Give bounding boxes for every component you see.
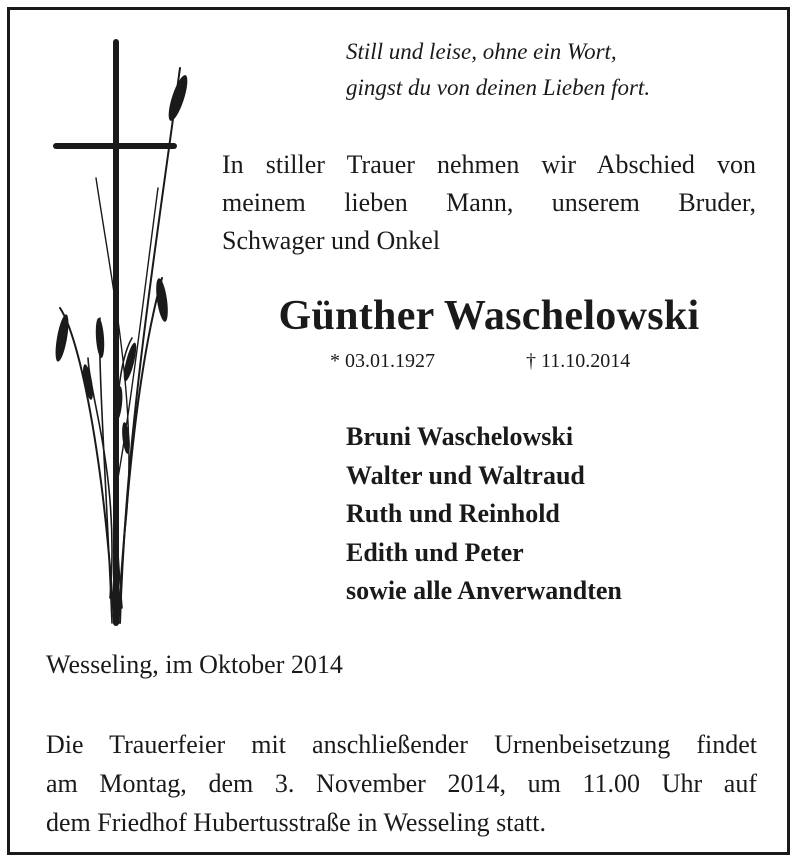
- intro-line: In stiller Trauer nehmen wir Abschied von: [222, 150, 756, 179]
- intro-line: meinem lieben Mann, unserem Bruder,: [222, 188, 756, 217]
- service-line: dem Friedhof Hubertusstraße in Wesseling statt.: [46, 808, 547, 837]
- poem-line: gingst du von deinen Lieben fort.: [346, 75, 651, 100]
- service-line: Die Trauerfeier mit anschließender Urnenbeisetzung findet: [46, 730, 757, 759]
- family-member: sowie alle Anverwandten: [346, 576, 622, 605]
- family-member: Ruth und Reinhold: [346, 499, 560, 528]
- poem-verse: [346, 34, 766, 106]
- family-member: Edith und Peter: [346, 537, 524, 567]
- deceased-name: Günther Waschelowski: [278, 293, 700, 339]
- family-list: [346, 418, 622, 611]
- family-member: Bruni Waschelowski: [346, 422, 574, 451]
- place-date: Wesseling, im Oktober 2014: [46, 650, 343, 679]
- death-date: † 11.10.2014: [526, 350, 631, 372]
- service-info: [46, 725, 757, 842]
- intro-line: Schwager und Onkel: [222, 226, 441, 255]
- birth-date: * 03.01.1927: [330, 350, 435, 372]
- family-member: Walter und Waltraud: [346, 460, 585, 490]
- cross-with-wheat-icon: [40, 38, 200, 628]
- intro-text: [222, 146, 756, 260]
- poem-line: Still und leise, ohne ein Wort,: [346, 39, 617, 64]
- service-line: am Montag, dem 3. November 2014, um 11.00 Uhr auf: [46, 769, 757, 798]
